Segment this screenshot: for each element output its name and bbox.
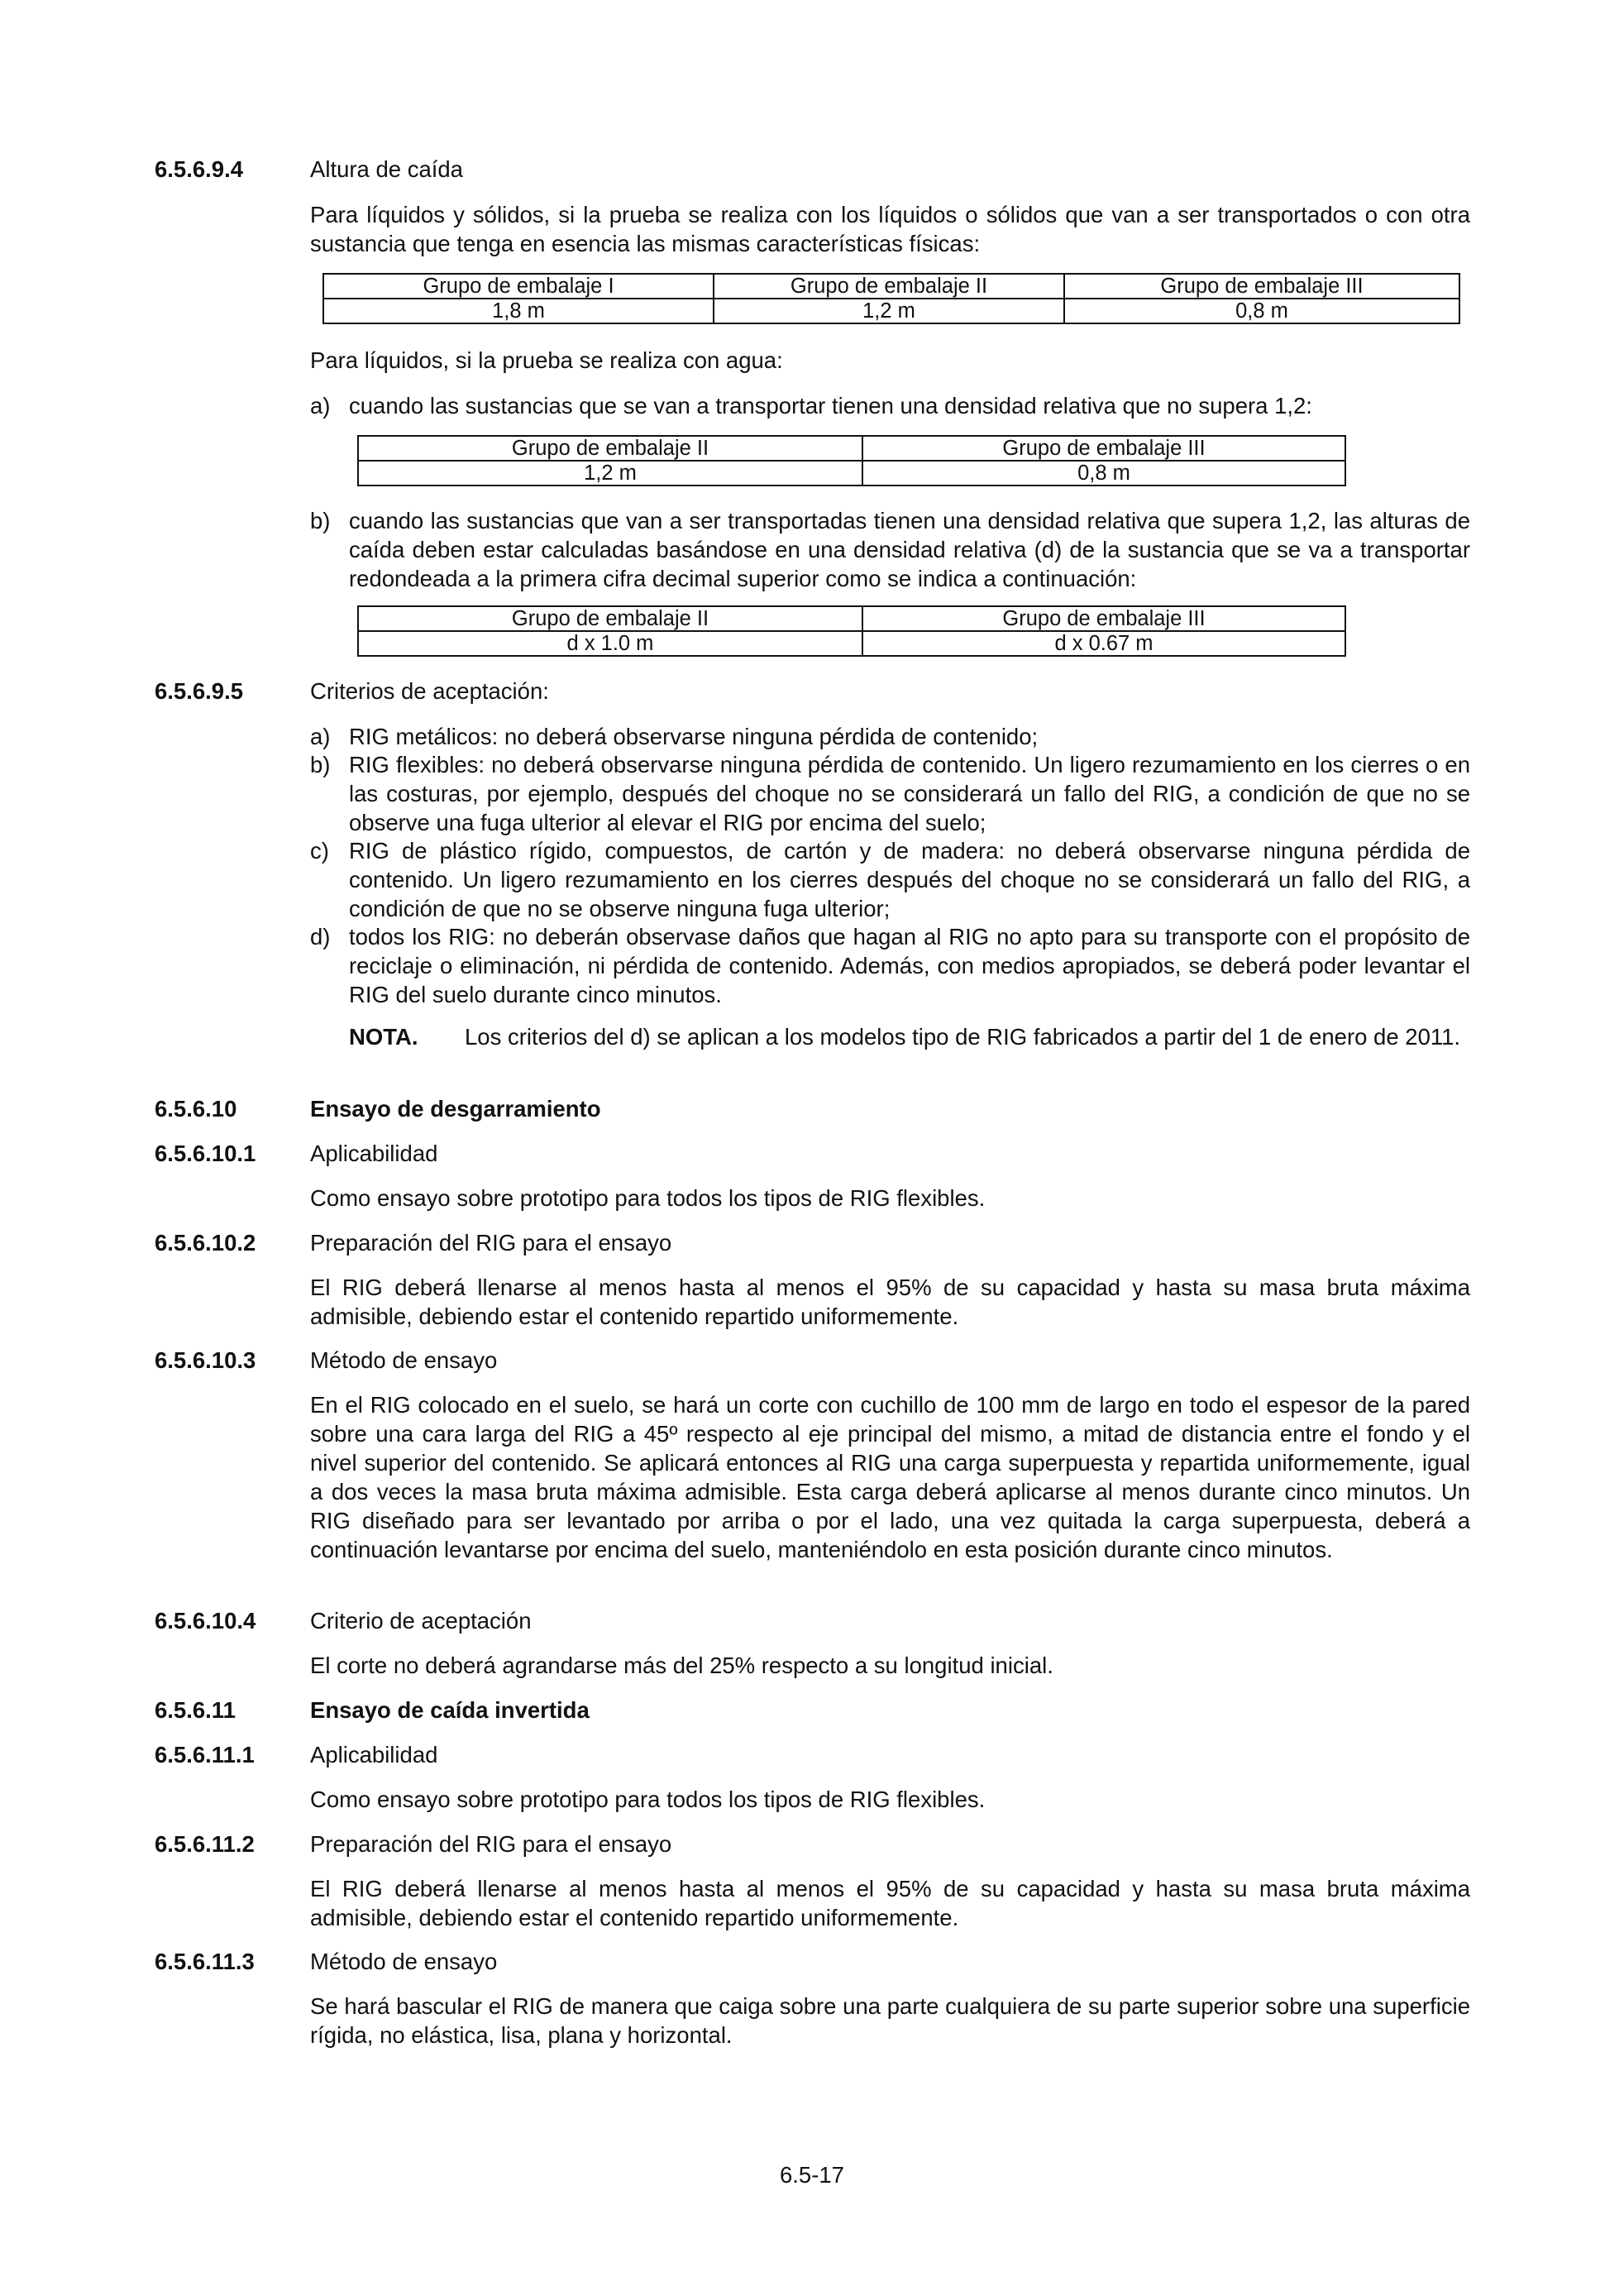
table-header: Grupo de embalaje II bbox=[358, 436, 862, 461]
table-header: Grupo de embalaje I bbox=[323, 274, 714, 299]
list-text: RIG flexibles: no deberá observarse ninguna pérdida de contenido. Un ligero rezumamiento en los cierres o en las costuras, por ejemplo, después del choque no se considerará un fallo del RIG, a condición de que no se observe una fuga ulterior al elevar el RIG por encima del suelo; bbox=[349, 752, 1470, 835]
table-header: Grupo de embalaje III bbox=[1064, 274, 1459, 299]
section-number: 6.5.6.10 bbox=[155, 1096, 237, 1122]
section-number: 6.5.6.9.4 bbox=[155, 156, 244, 182]
section-title: Aplicabilidad bbox=[310, 1141, 438, 1166]
section-title: Criterios de aceptación: bbox=[310, 678, 549, 704]
section-title: Ensayo de desgarramiento bbox=[310, 1096, 601, 1122]
list-text: RIG metálicos: no deberá observarse ninguna pérdida de contenido; bbox=[349, 724, 1039, 749]
table-cell: 0,8 m bbox=[862, 461, 1345, 486]
list-label: b) bbox=[310, 508, 331, 533]
section-title: Aplicabilidad bbox=[310, 1742, 438, 1767]
table-cell: d x 1.0 m bbox=[358, 631, 862, 656]
table-header: Grupo de embalaje II bbox=[358, 606, 862, 631]
section-title: Altura de caída bbox=[310, 156, 463, 182]
note-text: Los criterios del d) se aplican a los modelos tipo de RIG fabricados a partir del 1 de enero de 2011. bbox=[465, 1024, 1461, 1050]
list-text: cuando las sustancias que se van a transportar tienen una densidad relativa que no supera 1,2: bbox=[349, 393, 1312, 419]
list-label: d) bbox=[310, 924, 331, 949]
table-cell: 0,8 m bbox=[1064, 299, 1459, 323]
table-cell: 1,8 m bbox=[323, 299, 714, 323]
section-title: Método de ensayo bbox=[310, 1949, 498, 1974]
paragraph: Como ensayo sobre prototipo para todos los tipos de RIG flexibles. bbox=[310, 1787, 986, 1812]
section-title: Preparación del RIG para el ensayo bbox=[310, 1230, 672, 1256]
list-text: cuando las sustancias que van a ser transportadas tienen una densidad relativa que supera 1,2, las alturas de caída deben estar calculadas basándose en una densidad relativa (d) de la sustancia que se va a transportar redondeada a la primera cifra decimal superior como se indica a continuación: bbox=[349, 508, 1470, 591]
table-header: Grupo de embalaje III bbox=[862, 606, 1345, 631]
paragraph: El RIG deberá llenarse al menos hasta al menos el 95% de su capacidad y hasta su masa bruta máxima admisible, debiendo estar el contenido repartido uniformemente. bbox=[310, 1876, 1470, 1930]
list-label: a) bbox=[310, 724, 331, 749]
paragraph: El RIG deberá llenarse al menos hasta al menos el 95% de su capacidad y hasta su masa bruta máxima admisible, debiendo estar el contenido repartido uniformemente. bbox=[310, 1275, 1470, 1329]
section-number: 6.5.6.11 bbox=[155, 1697, 236, 1723]
section-title: Preparación del RIG para el ensayo bbox=[310, 1831, 672, 1857]
table-cell: 1,2 m bbox=[714, 299, 1064, 323]
drop-height-table-3 bbox=[357, 605, 1346, 657]
section-number: 6.5.6.11.1 bbox=[155, 1742, 255, 1767]
paragraph: Para líquidos, si la prueba se realiza con agua: bbox=[310, 347, 783, 373]
section-number: 6.5.6.10.1 bbox=[155, 1141, 256, 1166]
list-text: RIG de plástico rígido, compuestos, de cartón y de madera: no deberá observarse ninguna pérdida de contenido. Un ligero rezumamiento en los cierres después del choque no se considerará un fallo del RIG, a condición de que no se observe ninguna fuga ulterior; bbox=[349, 838, 1470, 921]
section-title: Criterio de aceptación bbox=[310, 1608, 532, 1634]
note-label: NOTA. bbox=[349, 1024, 418, 1050]
paragraph: El corte no deberá agrandarse más del 25% respecto a su longitud inicial. bbox=[310, 1653, 1053, 1678]
table-header: Grupo de embalaje II bbox=[714, 274, 1064, 299]
list-label: b) bbox=[310, 752, 331, 777]
paragraph: Para líquidos y sólidos, si la prueba se realiza con los líquidos o sólidos que van a ser transportados o con otra sustancia que tenga en esencia las mismas características físicas: bbox=[310, 202, 1470, 256]
section-number: 6.5.6.11.3 bbox=[155, 1949, 255, 1974]
section-number: 6.5.6.10.2 bbox=[155, 1230, 256, 1256]
table-cell: d x 0.67 m bbox=[862, 631, 1345, 656]
drop-height-table-2 bbox=[357, 435, 1346, 486]
page-number: 6.5-17 bbox=[780, 2162, 844, 2188]
list-text: todos los RIG: no deberán observase daños que hagan al RIG no apto para su transporte con el propósito de reciclaje o eliminación, ni pérdida de contenido. Además, con medios apropiados, se deberá poder levantar el RIG del suelo durante cinco minutos. bbox=[349, 924, 1470, 1007]
section-number: 6.5.6.10.4 bbox=[155, 1608, 256, 1634]
paragraph: Se hará bascular el RIG de manera que caiga sobre una parte cualquiera de su parte superior sobre una superficie rígida, no elástica, lisa, plana y horizontal. bbox=[310, 1993, 1470, 2048]
section-number: 6.5.6.11.2 bbox=[155, 1831, 255, 1857]
drop-height-table-1 bbox=[322, 273, 1460, 324]
section-title: Método de ensayo bbox=[310, 1347, 498, 1373]
table-cell: 1,2 m bbox=[358, 461, 862, 486]
section-number: 6.5.6.10.3 bbox=[155, 1347, 256, 1373]
list-label: a) bbox=[310, 393, 331, 419]
table-header: Grupo de embalaje III bbox=[862, 436, 1345, 461]
section-number: 6.5.6.9.5 bbox=[155, 678, 244, 704]
paragraph: En el RIG colocado en el suelo, se hará un corte con cuchillo de 100 mm de largo en todo el espesor de la pared sobre una cara larga del RIG a 45º respecto al eje principal del mismo, a mitad de distancia entre el fondo y el nivel superior del contenido. Se aplicará entonces al RIG una carga superpuesta y repartida uniformemente, igual a dos veces la masa bruta máxima admisible. Esta carga deberá aplicarse al menos durante cinco minutos. Un RIG diseñado para ser levantado por arriba o por el lado, una vez quitada la carga superpuesta, deberá a continuación levantarse por encima del suelo, manteniéndolo en esta posición durante cinco minutos. bbox=[310, 1392, 1470, 1562]
paragraph: Como ensayo sobre prototipo para todos los tipos de RIG flexibles. bbox=[310, 1185, 986, 1211]
list-label: c) bbox=[310, 838, 329, 863]
section-title: Ensayo de caída invertida bbox=[310, 1697, 590, 1723]
